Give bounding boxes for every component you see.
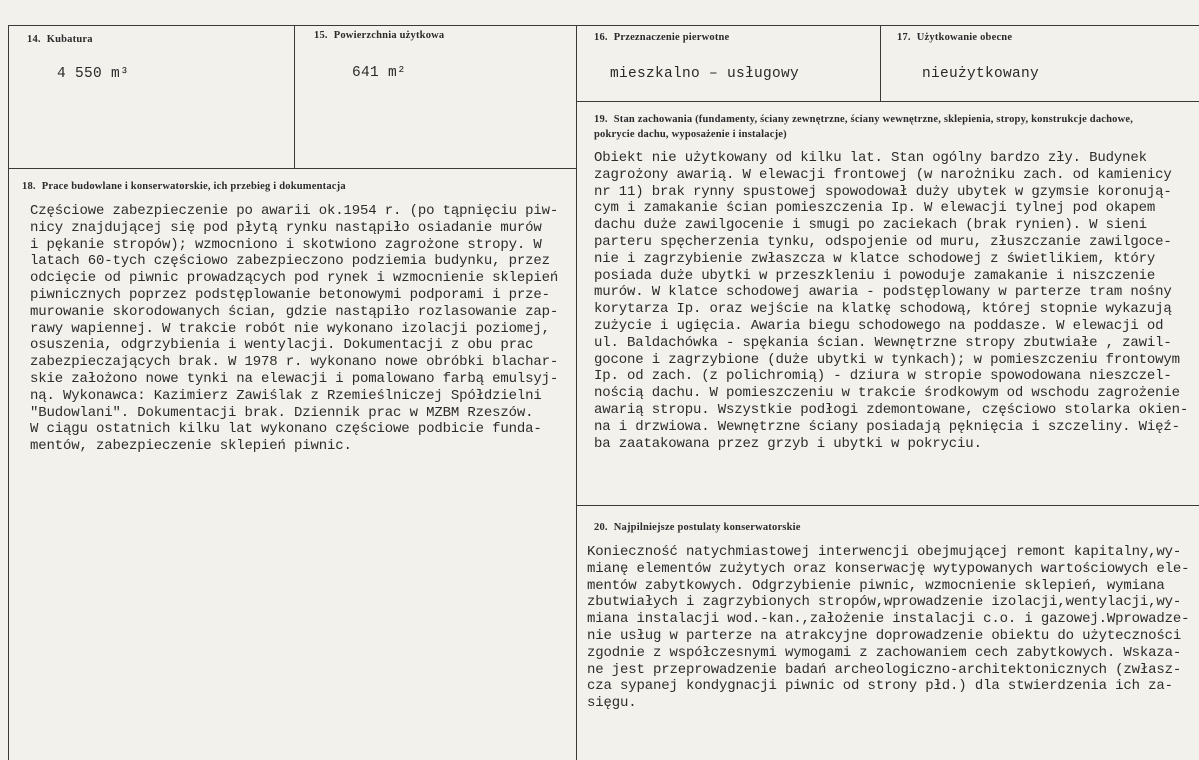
text-line: posiada duże ubytki w przeszkleniu i powoduje zamakanie i niszczenie xyxy=(594,267,1156,284)
field-17-title: Użytkowanie obecne xyxy=(916,32,1013,43)
text-line: mianę elementów zużytych oraz konserwację wytypowanych wartościowych ele- xyxy=(587,560,1190,577)
field-18-number: 18. xyxy=(22,181,36,192)
text-line: ną. Wykonawca: Kazimierz Zawiślak z Rzemieślniczej Spółdzielni xyxy=(30,387,542,404)
text-line: korytarza Ip. oraz wejście na klatkę schodową, której stopnie wykazują xyxy=(594,301,1172,318)
text-line: ul. Baldachówka - spękania ścian. Wewnętrzne stropy zbutwiałe , zawil- xyxy=(594,334,1172,351)
divider-16-17 xyxy=(880,25,881,102)
field-15-label xyxy=(314,30,444,41)
field-16-value: mieszkalno – usługowy xyxy=(610,66,800,82)
field-17-number: 17. xyxy=(897,32,911,43)
text-line: murów. W klatce schodowej awaria - podstęplowany w parterze tram nośny xyxy=(594,284,1172,301)
text-line: parteru spęcherzenia tynku, odspojenie od muru, złuszczanie zawilgoce- xyxy=(594,233,1172,250)
text-line: Częściowe zabezpieczenie po awarii ok.1954 r. (po tąpnięciu piw- xyxy=(30,203,559,219)
text-line: ne jest przeprowadzenie badań archeologiczno-architektonicznych (zwłasz- xyxy=(587,661,1182,678)
text-line: latach 60-tych częściowo zabezpieczono podziemia budynku, przez xyxy=(30,253,550,270)
row-divider-16-19 xyxy=(576,101,1199,102)
text-line: miana instalacji wod.-kan.,założenie instalacji c.o. i gazowej.Wprowadze- xyxy=(587,611,1190,628)
field-20-number: 20. xyxy=(594,522,608,533)
text-line: odcięcie od piwnic prowadzących pod rynek i wzmocnienie sklepień xyxy=(30,270,559,287)
text-line: ba zaatakowana przez grzyb i ubytki w pokryciu. xyxy=(594,435,982,452)
field-20-text xyxy=(587,544,1189,712)
divider-14-15 xyxy=(294,25,295,168)
field-17-value: nieużytkowany xyxy=(922,66,1040,82)
top-border xyxy=(8,25,1199,26)
text-line: zużycie i ugięcia. Awaria biegu schodowego na poddasze. W elewacji od xyxy=(594,317,1164,334)
text-line: nie usług w parterze na atrakcyjne doprowadzenie obiektu do użyteczności xyxy=(587,627,1182,644)
text-line: nr 11) brak rynny spustowej spowodował duży ubytek w gzymsie koronują- xyxy=(594,183,1172,200)
text-line: awarią stropu. Wszystkie podłogi zdemontowane, częściowo stolarka okien- xyxy=(594,401,1189,418)
field-19-number: 19. xyxy=(594,114,608,125)
text-line: i pękanie stropów); wzmocniono i skotwiono zagrożone stropy. W xyxy=(30,236,542,253)
text-line: rawy wapiennej. W trakcie robót nie wykonano izolacji poziomej, xyxy=(30,320,550,337)
text-line: na i drzwiowa. Wewnętrzne ściany posiadają pęknięcia i szczeliny. Więź- xyxy=(594,418,1180,435)
text-line: mentów, zabezpieczenie sklepień piwnic. xyxy=(30,438,352,455)
field-19-text xyxy=(594,150,1188,452)
text-line: Obiekt nie użytkowany od kilku lat. Stan ogólny bardzo zły. Budynek xyxy=(594,150,1147,166)
text-line: murowanie skorodowanych ścian, gdzie nastąpiło rozlasowanie zap- xyxy=(30,303,559,320)
field-18-title: Prace budowlane i konserwatorskie, ich przebieg i dokumentacja xyxy=(41,181,346,192)
field-15-title: Powierzchnia użytkowa xyxy=(333,30,445,41)
text-line: W ciągu ostatnich kilku lat wykonano częściowe podbicie funda- xyxy=(30,421,542,438)
text-line: zabezpieczających brak. W 1978 r. wykonano nowe obróbki blachar- xyxy=(30,354,559,371)
field-20-title: Najpilniejsze postulaty konserwatorskie xyxy=(613,522,801,533)
field-15-number: 15. xyxy=(314,30,328,41)
text-line: zgodnie z współczesnymi wymogami z zachowaniem cech zabytkowych. Wskaza- xyxy=(587,644,1182,661)
field-17-label xyxy=(897,32,1012,43)
field-14-number: 14. xyxy=(27,34,41,45)
text-line: gocone i zagrzybione (duże ubytki w tynkach); w pomieszczeniu frontowym xyxy=(594,351,1180,368)
text-line: nością dachu. W pomieszczeniu w trakcie środkowym od wschodu zagrożenie xyxy=(594,385,1180,402)
text-line: cza sypanej kondygnacji piwnic od strony płd.) dla stwierdzenia ich za- xyxy=(587,678,1173,695)
field-14-value: 4 550 m³ xyxy=(57,66,130,82)
text-line: nie i zagrzybienie zwłaszcza w klatce schodowej z świetlikiem, który xyxy=(594,250,1156,267)
text-line: zagrożony awarią. W elewacji frontowej (w narożniku zach. od kamienicy xyxy=(594,166,1172,183)
row-divider-19-20 xyxy=(576,505,1199,506)
text-line: mentów zabytkowych. Odgrzybienie piwnic, wzmocnienie sklepień, wymiana xyxy=(587,577,1165,594)
field-15-value: 641 m² xyxy=(352,65,407,81)
text-line: Konieczność natychmiastowej interwencji obejmującej remont kapitalny,wy- xyxy=(587,544,1182,560)
field-14-label xyxy=(27,34,93,45)
text-line: nicy znajdującej się pod płytą rynku nastąpiło osiadanie murów xyxy=(30,219,542,236)
field-18-label xyxy=(22,181,346,192)
field-18-text xyxy=(30,203,558,455)
field-19-title: Stan zachowania (fundamenty, ściany zewnętrzne, ściany wewnętrzne, sklepienia, stropy, konstrukcje dachowe, pokrycie dachu, wyposażenie i instalacje) xyxy=(594,114,1134,140)
text-line: Ip. od zach. (z polichromią) - dziura w stropie spowodowana nieszczel- xyxy=(594,368,1172,385)
text-line: sięgu. xyxy=(587,695,637,712)
text-line: dachu duże zawilgocenie i smugi po zaciekach (brak rynien). W sieni xyxy=(594,217,1147,234)
field-16-label xyxy=(594,32,729,43)
field-14-title: Kubatura xyxy=(46,34,93,45)
field-20-label xyxy=(594,522,801,533)
row-divider-left-18 xyxy=(8,168,576,169)
text-line: piwnicznych poprzez podstęplowanie betonowymi podporami i prze- xyxy=(30,286,550,303)
left-border xyxy=(8,25,9,760)
text-line: osuszenia, odgrzybienia i wentylacji. Dokumentacji z obu prac xyxy=(30,337,534,354)
field-16-title: Przeznaczenie pierwotne xyxy=(613,32,730,43)
text-line: skie założono nowe tynki na elewacji i pomalowano farbą emulsyj- xyxy=(30,370,559,387)
field-19-label xyxy=(594,112,1154,142)
text-line: "Budowlani". Dokumentacji brak. Dziennik prac w MZBM Rzeszów. xyxy=(30,404,534,421)
text-line: zbutwiałych i zagrzybionych stropów,wprowadzenie izolacji,wentylacji,wy- xyxy=(587,594,1182,611)
divider-main-column xyxy=(576,25,577,760)
field-16-number: 16. xyxy=(594,32,608,43)
text-line: cym i zamakanie ścian pomieszczenia Ip. W elewacji tylnej pod okapem xyxy=(594,200,1156,217)
